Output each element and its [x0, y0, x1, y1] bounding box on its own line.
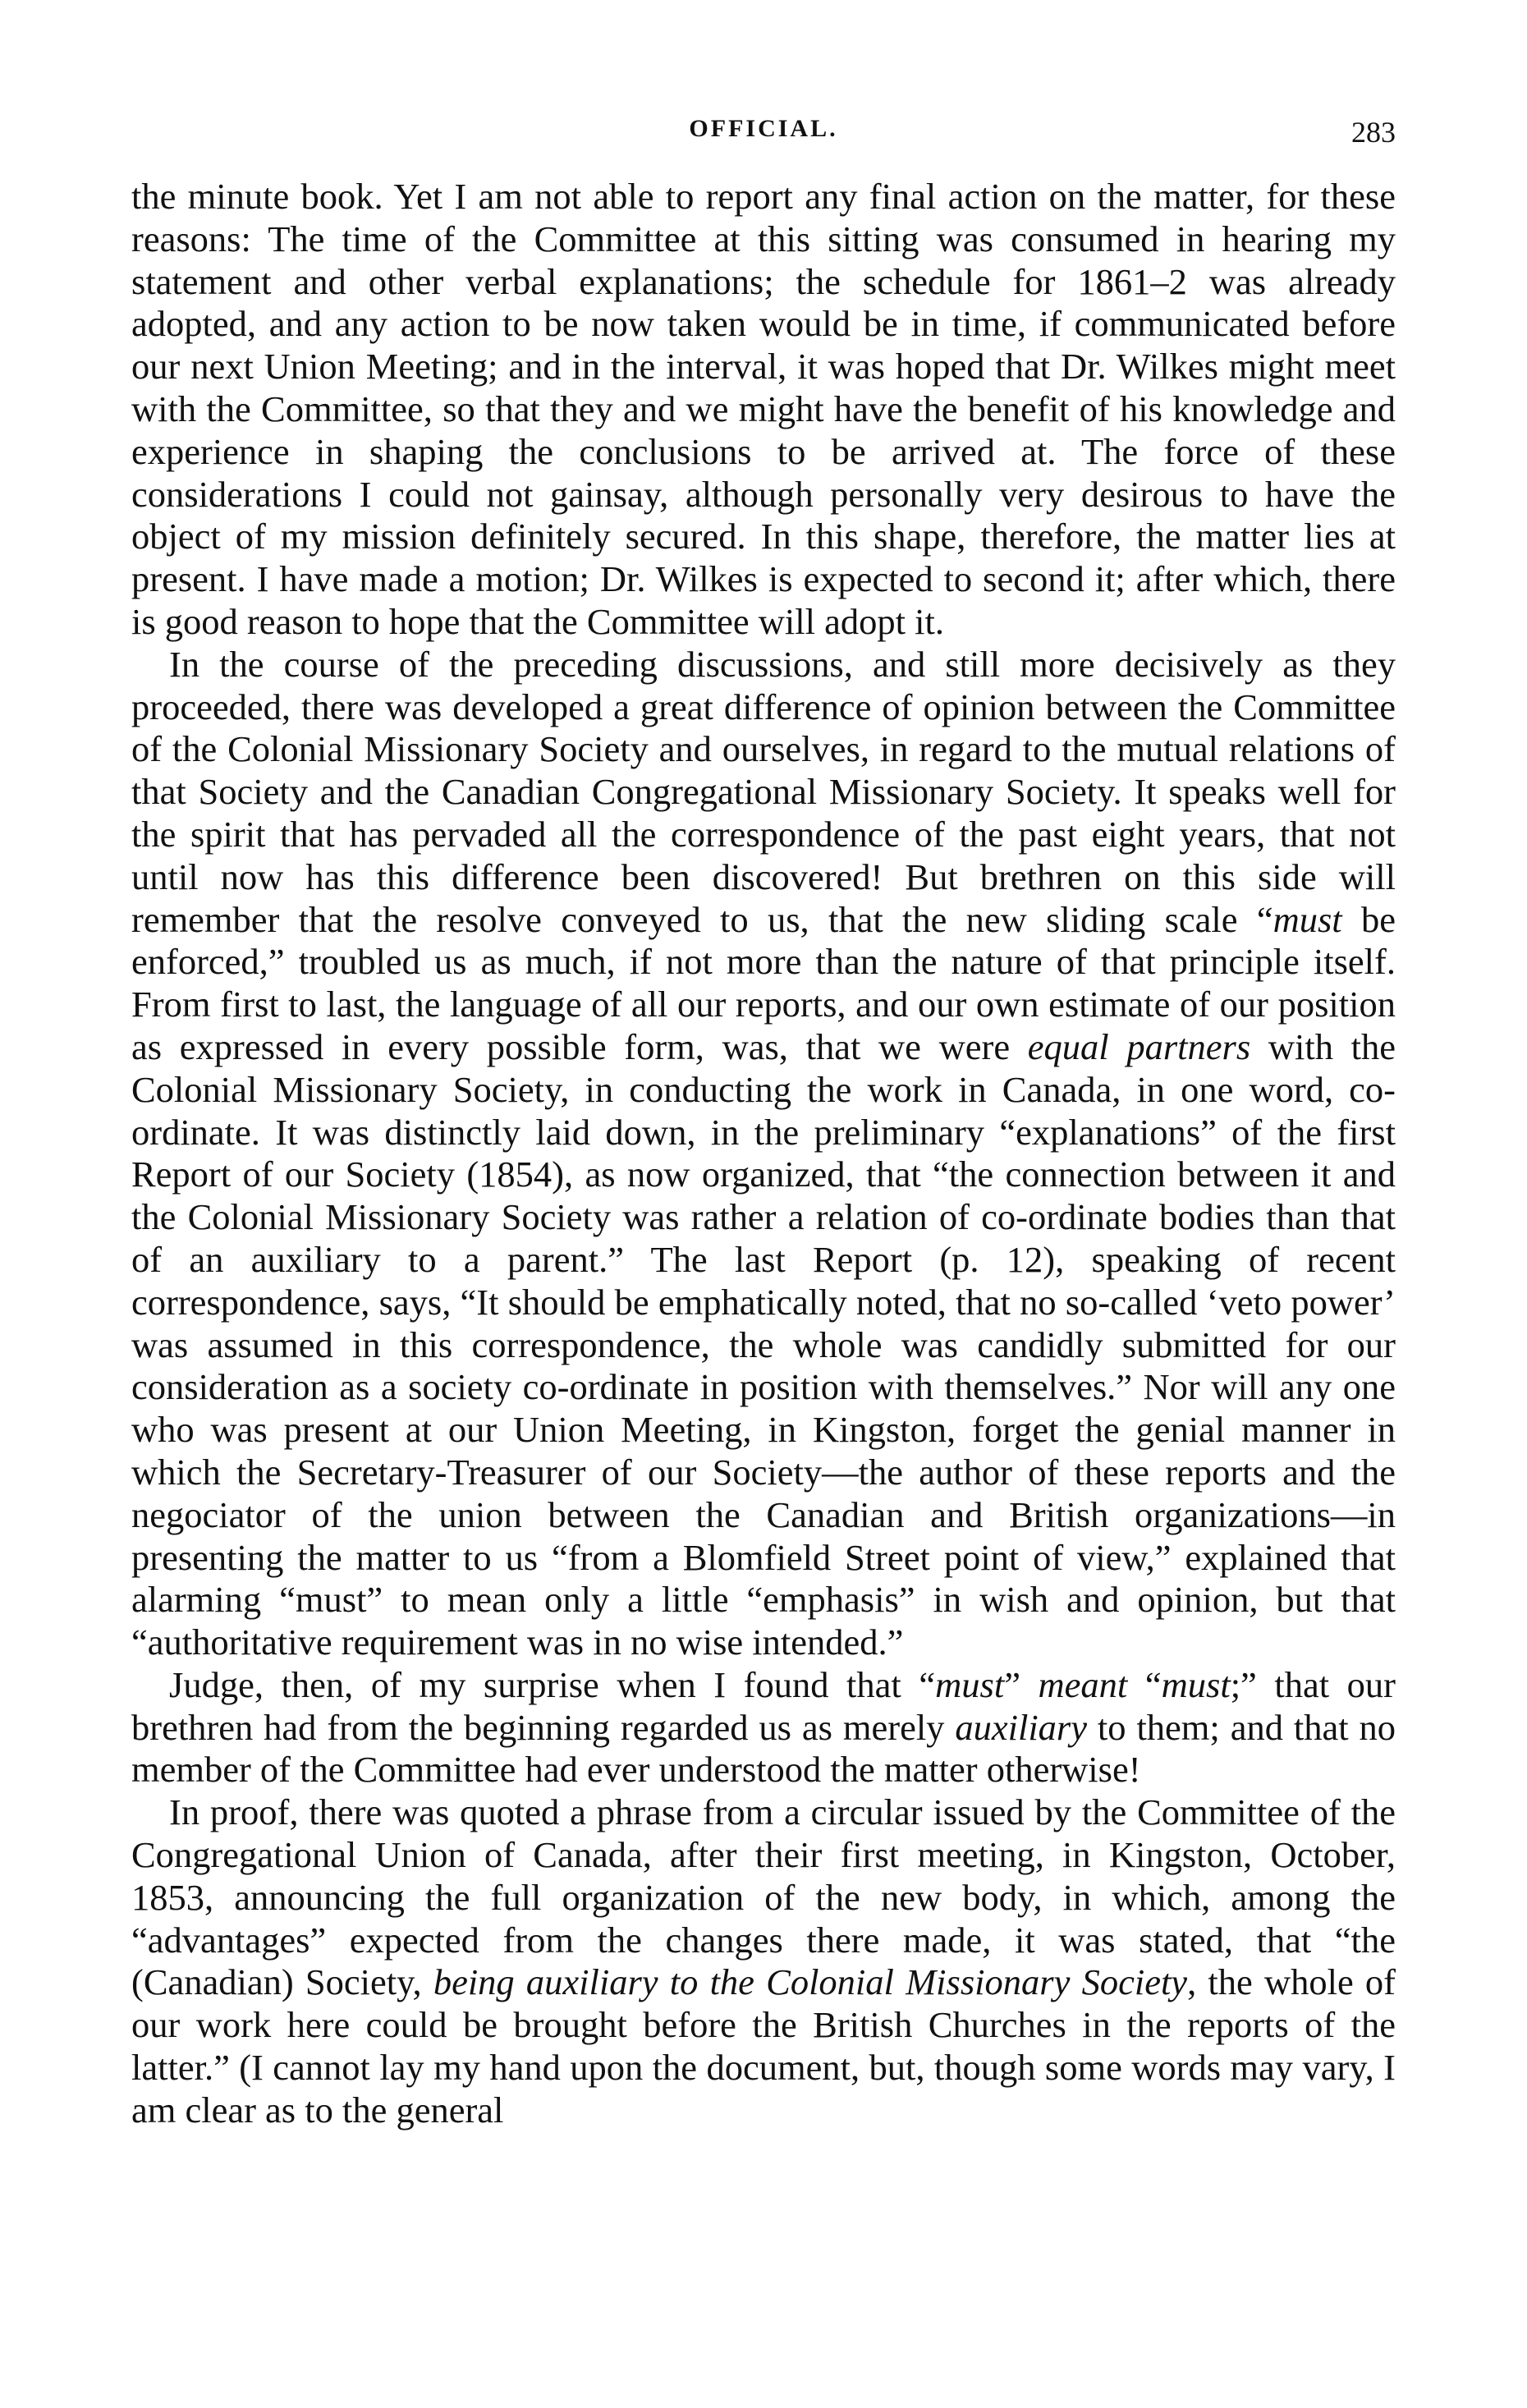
paragraph	[131, 176, 1396, 644]
text-segment: , the whole of our work here could be brought before the British Churches in the reports of the latter.” (I cannot lay my hand upon the document, but, though some words may vary, I am clear as to the general	[131, 1961, 1396, 2131]
italic-text-segment: meant	[1038, 1663, 1128, 1705]
body-text	[131, 176, 1396, 2132]
paragraph	[131, 1791, 1396, 2131]
text-segment: In proof, there was quoted a phrase from a circular issued by the Committee of the Congregational Union of Canada, after their first meeting, in Kingston, October, 1853, announcing the full organization of the new body, in which, among the “advantages” expected from the changes there made, it was stated, that “the (Canadian) Society,	[131, 1791, 1396, 2003]
italic-text-segment: must	[1272, 898, 1342, 940]
running-title: OFFICIAL.	[689, 115, 838, 142]
text-segment: to them; and that no member of the Committee had ever understood the matter otherwise!	[131, 1706, 1396, 1791]
italic-text-segment: must	[935, 1663, 1005, 1705]
text-segment: “	[1127, 1663, 1162, 1705]
text-segment: ;” that our brethren had from the beginning regarded us as merely	[131, 1663, 1396, 1748]
italic-text-segment: auxiliary	[955, 1706, 1088, 1748]
running-head	[131, 115, 1396, 164]
text-segment: with the Colonial Missionary Society, in conducting the work in Canada, in one word, co-ordinate. It was distinctly laid down, in the preliminary “explanations” of the first Report of our Society (1854), as now organized, that “the connection between it and the Colonial Missionary Society was rather a relation of co-ordinate bodies than that of an auxiliary to a parent.” The last Report (p. 12), speaking of recent correspondence, says, “It should be emphatically noted, that no so-called ‘veto power’ was assumed in this correspondence, the whole was candidly submitted for our consideration as a society co-ordinate in position with themselves.” Nor will any one who was present at our Union Meeting, in Kingston, forget the genial manner in which the Secretary-Treasurer of our Society—the author of these reports and the negociator of the union between the Canadian and British organizations—in presenting the matter to us “from a Blomfield Street point of view,” explained that alarming “must” to mean only a little “emphasis” in wish and opinion, but that “authoritative requirement was in no wise intended.”	[131, 1025, 1396, 1663]
text-segment: the minute book. Yet I am not able to report any final action on the matter, for these reasons: The time of the Committee at this sitting was consumed in hearing my statement and other verbal explanations; the schedule for 1861–2 was already adopted, and any action to be now taken would be in time, if communicated before our next Union Meeting; and in the interval, it was hoped that Dr. Wilkes might meet with the Committee, so that they and we might have the benefit of his knowledge and experience in shaping the conclusions to be arrived at. The force of these considerations I could not gainsay, although personally very desirous to have the object of my mission definitely secured. In this shape, therefore, the matter lies at present. I have made a motion; Dr. Wilkes is expected to second it; after which, there is good reason to hope that the Committee will adopt it.	[131, 176, 1396, 642]
text-segment: Judge, then, of my surprise when I found that “	[169, 1663, 936, 1705]
paragraph	[131, 644, 1396, 1664]
italic-text-segment: equal partners	[1027, 1025, 1251, 1067]
text-segment: In the course of the preceding discussions, and still more decisively as they proceeded, there was developed a great difference of opinion between the Committee of the Colonial Missionary Society and ourselves, in regard to the mutual relations of that Society and the Canadian Congregational Missionary Society. It speaks well for the spirit that has pervaded all the correspondence of the past eight years, that not until now has this difference been discovered! But brethren on this side will remember that the resolve conveyed to us, that the new sliding scale “	[131, 643, 1396, 940]
book-page	[131, 115, 1396, 2381]
paragraph	[131, 1664, 1396, 1791]
italic-text-segment: must	[1161, 1663, 1231, 1705]
text-segment: be enforced,” troubled us as much, if not more than the nature of that principle itself. From first to last, the language of all our reports, and our own estimate of our position as expressed in every possible form, was, that we were	[131, 898, 1396, 1067]
page-number: 283	[1351, 116, 1396, 149]
text-segment: ”	[1004, 1663, 1039, 1705]
italic-text-segment: being auxiliary to the Colonial Missionary Society	[433, 1961, 1188, 2003]
